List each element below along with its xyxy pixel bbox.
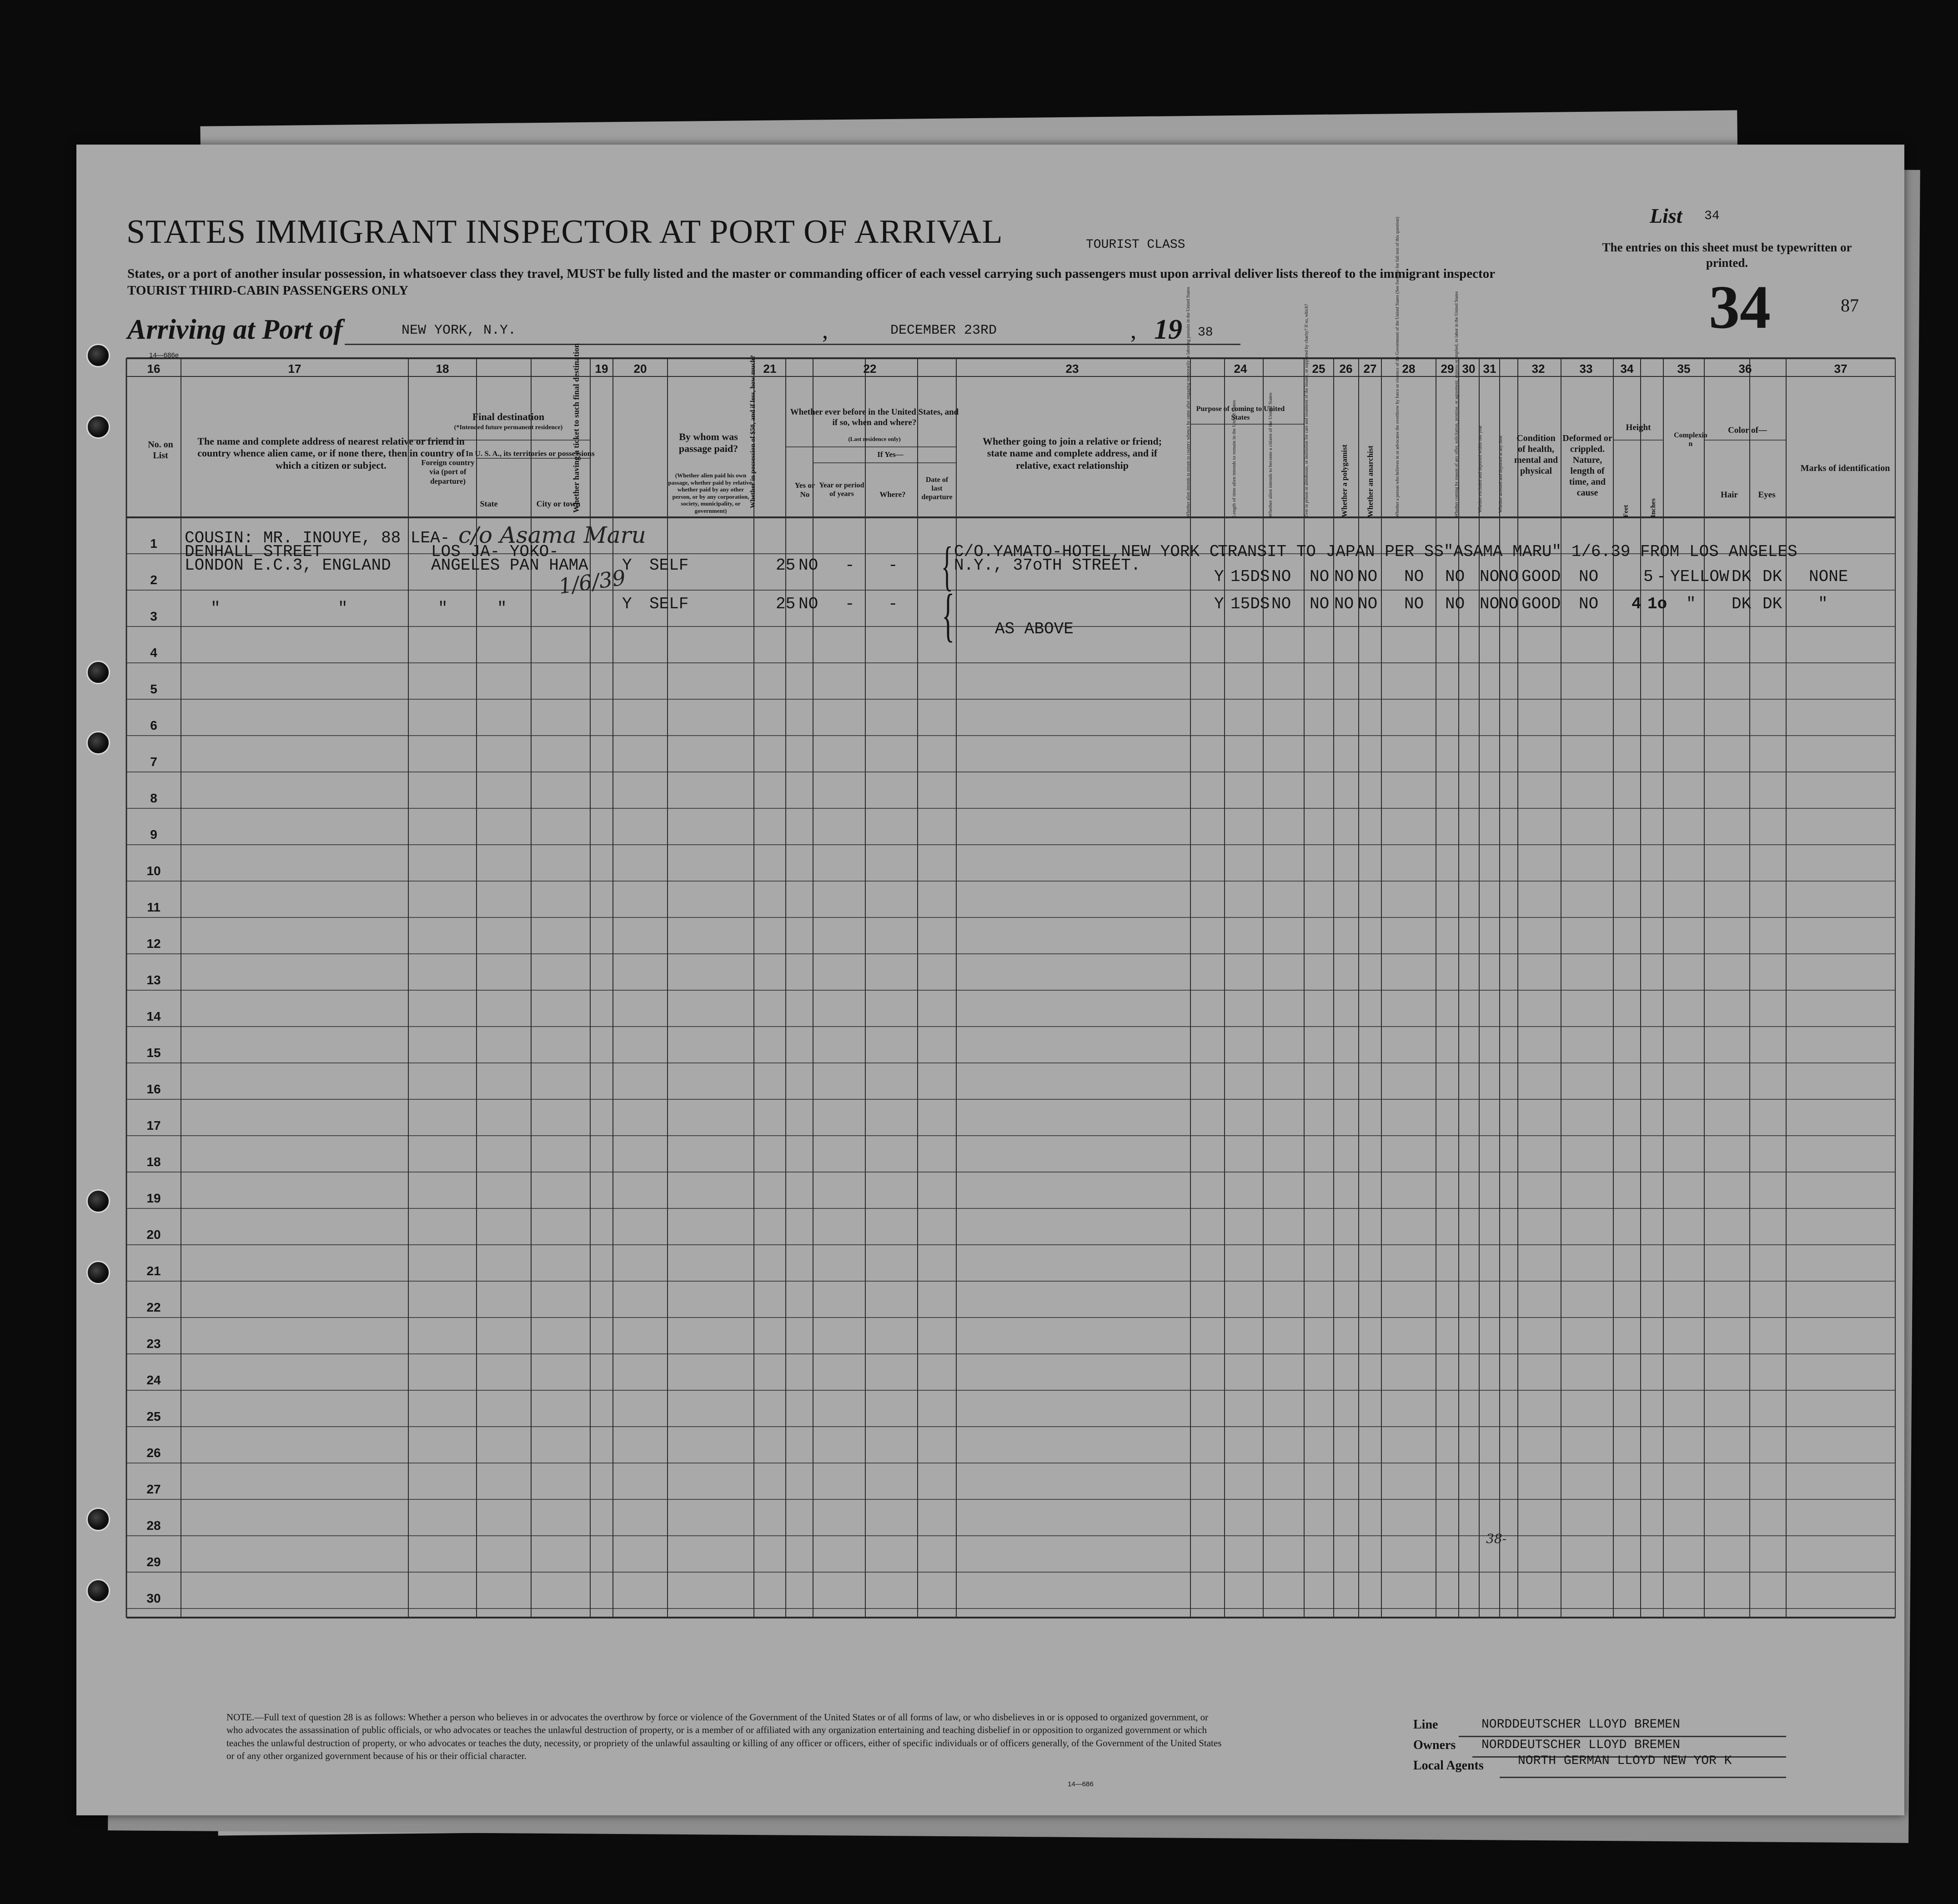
agents-value: NORTH GERMAN LLOYD NEW YOR K: [1518, 1754, 1732, 1768]
row2-eyes: DK: [1762, 595, 1782, 613]
row1-health: GOOD: [1521, 567, 1561, 586]
row1-hair: DK: [1732, 567, 1752, 586]
binder-hole: [86, 1189, 110, 1213]
binder-hole: [86, 731, 110, 755]
row2-c24: Y: [1214, 595, 1224, 613]
row1-relative-line3: LONDON E.C.3, ENGLAND: [185, 556, 391, 575]
header-c30: Whether excluded and deported within one year: [1478, 425, 1483, 513]
row-number: 26: [146, 1446, 161, 1460]
row1-join-line1: C/O.YAMATO-HOTEL,NEW YORK C.: [954, 542, 1229, 561]
row2-relative-ditto-1: ": [211, 599, 221, 618]
row-number: 11: [147, 900, 161, 914]
list-number: 34: [1704, 209, 1720, 223]
header-c36-title: Color of—: [1728, 426, 1767, 435]
header-c28: Whether a person who believes in or advocates the overthrow by force or violence of the Government of the United States (See footnote for full text of this question): [1395, 217, 1400, 517]
column-number-37: 37: [1834, 362, 1848, 376]
column-number-36: 36: [1738, 362, 1752, 376]
row1-c31: NO: [1499, 567, 1519, 586]
header-c20-sub: (Whether alien paid his own passage, whether paid by relative, whether paid by any other person, or by any corporation, society, municipality, or government): [668, 472, 753, 514]
header-c22-ifyes: If Yes—: [877, 450, 904, 459]
row2-c31: NO: [1499, 595, 1519, 613]
row-number: 21: [146, 1264, 161, 1278]
row1-where-dash: -: [888, 556, 898, 575]
header-c25: Ever in prison or almshouse, or institution for care and treatment of the insane, or supported by charity? If so, which?: [1304, 304, 1309, 517]
owners-value: NORDDEUTSCHER LLOYD BREMEN: [1481, 1738, 1680, 1752]
row1-c26: NO: [1334, 567, 1354, 586]
row-number: 12: [146, 937, 161, 951]
instruction-line: States, or a port of another insular possession, in whatsoever class they travel, MUST be fully listed and the master or commanding officer of each vessel carrying such passengers must upon arrival deliver lists thereof to the immigrant inspector: [127, 266, 1496, 281]
row1-handwritten-date: 1/6/39: [557, 565, 628, 599]
row2-c25: NO: [1310, 595, 1330, 613]
row1-citizen: NO: [1271, 567, 1291, 586]
row2-where-dash: -: [888, 595, 898, 613]
passenger-class: TOURIST THIRD-CABIN PASSENGERS ONLY: [127, 283, 409, 298]
row-number: 24: [146, 1373, 161, 1387]
row1-money: 25: [776, 556, 796, 575]
header-c18-sub: (*Intended future permanent residence): [454, 424, 563, 431]
manifest-sheet: [76, 145, 1904, 1815]
header-c36-eyes: Eyes: [1758, 490, 1776, 500]
row-number: 10: [146, 864, 161, 878]
column-number-22: 22: [863, 362, 877, 376]
header-c17: The name and complete address of nearest relative or friend in country whence alien came, or if none there, then in country of which a citizen or subject.: [197, 436, 465, 471]
column-number-34: 34: [1620, 362, 1634, 376]
column-number-32: 32: [1531, 362, 1545, 376]
header-c24-c: Whether alien intends to become a citizen of the United States: [1268, 392, 1273, 517]
row-number: 19: [146, 1191, 161, 1205]
row-number: 1: [150, 536, 157, 551]
class-stamp: TOURIST CLASS: [1086, 238, 1185, 252]
owners-label: Owners: [1413, 1738, 1456, 1752]
column-number-24: 24: [1234, 362, 1247, 376]
row2-join: AS ABOVE: [995, 620, 1074, 638]
row1-deformed: NO: [1579, 567, 1599, 586]
row2-paid-by: SELF: [649, 595, 689, 613]
header-c16: No. on List: [148, 440, 173, 461]
binder-hole: [86, 344, 110, 367]
row2-length-of-stay: 15DS: [1230, 595, 1270, 613]
row2-c27: NO: [1358, 595, 1378, 613]
header-c21: Whether in possession of $50, and if less, how much?: [749, 355, 757, 508]
header-c18-state: State: [480, 499, 498, 508]
binder-hole: [86, 1508, 110, 1531]
column-number-27: 27: [1363, 362, 1377, 376]
column-number-20: 20: [633, 362, 647, 376]
header-c19: Whether having a ticket to such final destination: [572, 343, 581, 513]
row2-citizen: NO: [1271, 595, 1291, 613]
row-number: 3: [150, 609, 157, 623]
row2-c30: NO: [1480, 595, 1500, 613]
header-c36-hair: Hair: [1721, 490, 1738, 500]
row-number: 6: [150, 718, 157, 732]
header-c34-title: Height: [1626, 423, 1651, 432]
header-c32: Condition of health, mental and physical: [1514, 433, 1558, 476]
column-number-16: 16: [147, 362, 161, 376]
row2-inches: 1o: [1647, 595, 1667, 613]
header-c35: Complexion: [1674, 431, 1707, 448]
row2-c29: NO: [1445, 595, 1465, 613]
year-prefix: 19: [1154, 314, 1182, 345]
row1-c27: NO: [1358, 567, 1378, 586]
column-number-21: 21: [763, 362, 777, 376]
row1-before-in-us: NO: [798, 556, 818, 575]
column-number-33: 33: [1579, 362, 1593, 376]
transit-note: TRANSIT TO JAPAN PER SS"ASAMA MARU" 1/6.39 FROM LOS ANGELES: [1218, 542, 1797, 561]
page-title: STATES IMMIGRANT INSPECTOR AT PORT OF ARRIVAL: [126, 213, 1003, 251]
row-number: 13: [146, 973, 161, 987]
list-label: List: [1650, 204, 1682, 227]
typewritten-note: The entries on this sheet must be typewritten or printed.: [1602, 241, 1852, 270]
row2-brace: {: [942, 582, 955, 648]
header-c22-date: Date of last departure: [921, 476, 953, 501]
agents-label: Local Agents: [1413, 1759, 1484, 1773]
row2-destination-ditto-2: ": [497, 599, 507, 618]
header-c18-foreign: Foreign country via (port of departure): [421, 458, 475, 486]
row1-destination-line2: ANGELES PAN HAMA: [431, 556, 588, 575]
column-number-31: 31: [1483, 362, 1496, 376]
row1-c29: NO: [1445, 567, 1465, 586]
header-c24-a: Whether alien intends to return to country whence he came after engaging temporarily in laboring pursuits in the United States: [1186, 287, 1191, 517]
header-c31: Whether arrested and deported at any time: [1498, 436, 1503, 513]
row1-marks: NONE: [1809, 567, 1848, 586]
row2-destination-ditto-1: ": [438, 599, 448, 618]
row1-destination-line1: LOS JA- YOKO-: [431, 542, 559, 561]
row-number: 29: [146, 1555, 161, 1569]
row1-c28: NO: [1404, 567, 1424, 586]
column-number-23: 23: [1065, 362, 1079, 376]
row2-c28: NO: [1404, 595, 1424, 613]
row1-c25: NO: [1310, 567, 1330, 586]
stray-mark: 38-: [1486, 1531, 1507, 1546]
row1-relative-line2: DENHALL STREET: [185, 542, 322, 561]
row1-c24: Y: [1214, 567, 1224, 586]
header-c29: Whether coming by reason of any offer, solicitation, promise, or agreement, express or implied, to labor in the United States: [1454, 291, 1459, 517]
header-c26: Whether a polygamist: [1340, 444, 1349, 517]
column-number-17: 17: [288, 362, 301, 376]
row1-feet: 5: [1643, 567, 1653, 586]
header-c18-title: Final destination: [472, 411, 545, 422]
row2-complexion: ": [1686, 595, 1696, 613]
column-number-19: 19: [595, 362, 608, 376]
row1-c30: NO: [1480, 567, 1500, 586]
row1-period-dash: -: [845, 556, 855, 575]
row-number: 5: [150, 682, 157, 696]
header-c20: By whom was passage paid?: [678, 431, 738, 455]
header-c22-sub: (Last residence only): [848, 436, 901, 442]
row2-period-dash: -: [845, 595, 855, 613]
row-number: 16: [146, 1082, 161, 1096]
row-number: 9: [150, 827, 157, 842]
row1-relative-line1: COUSIN: MR. INOUYE, 88 LEA-: [185, 529, 450, 547]
column-number-30: 30: [1462, 362, 1476, 376]
header-c18-usa: In U. S. A., its territories or possessions: [466, 449, 595, 458]
row-number: 28: [146, 1518, 161, 1533]
row1-eyes: DK: [1762, 567, 1782, 586]
header-c23: Whether going to join a relative or friend; state name and complete address, and if relative, exact relationship: [982, 436, 1162, 471]
binder-hole: [86, 1579, 110, 1603]
row2-c26: NO: [1334, 595, 1354, 613]
column-number-35: 35: [1677, 362, 1691, 376]
row-number: 7: [150, 755, 157, 769]
corner-number: 87: [1841, 295, 1859, 316]
column-number-29: 29: [1441, 362, 1454, 376]
row1-inches: -: [1657, 567, 1667, 586]
row1-join-line2: N.Y., 37oTH STREET.: [954, 556, 1141, 575]
form-number-bottom: 14—686: [1068, 1780, 1094, 1788]
header-c34-feet: Feet: [1622, 505, 1630, 517]
row-number: 30: [146, 1591, 161, 1605]
row2-relative-ditto-2: ": [338, 599, 348, 618]
binder-hole: [86, 1261, 110, 1284]
header-c37: Marks of identification: [1800, 463, 1890, 473]
column-number-28: 28: [1402, 362, 1416, 376]
header-c27: Whether an anarchist: [1366, 445, 1375, 517]
row1-paid-by: SELF: [649, 556, 689, 575]
year-line: [1186, 318, 1240, 345]
year-suffix: 38: [1198, 326, 1213, 340]
column-number-18: 18: [436, 362, 449, 376]
column-number-26: 26: [1339, 362, 1353, 376]
comma-separator: ,: [822, 318, 828, 344]
row-number: 25: [146, 1409, 161, 1423]
row-number: 27: [146, 1482, 161, 1496]
sheet-number: 34: [1709, 273, 1771, 341]
row2-marks: ": [1818, 595, 1828, 613]
row-number: 8: [150, 791, 157, 805]
row-number: 23: [146, 1337, 161, 1351]
binder-hole: [86, 415, 110, 439]
line-label: Line: [1413, 1718, 1438, 1732]
header-c22-yesno: Yes or No: [794, 481, 815, 499]
header-c24-title: Purpose of coming to United States: [1196, 405, 1285, 422]
header-c22-years: Year or period of years: [819, 481, 864, 498]
date-value: DECEMBER 23RD: [890, 323, 997, 338]
row2-money: 25: [776, 595, 796, 613]
row2-feet: 4: [1632, 595, 1642, 613]
row-number: 20: [146, 1228, 161, 1242]
row1-complexion: YELLOW: [1670, 567, 1729, 586]
row2-deformed: NO: [1579, 595, 1599, 613]
header-c22-where: Where?: [879, 490, 906, 499]
port-value: NEW YORK, N.Y.: [402, 323, 517, 338]
row-number: 22: [146, 1300, 161, 1314]
row-number: 2: [150, 573, 157, 587]
row2-hair: DK: [1732, 595, 1752, 613]
header-c18-city: City or town: [536, 499, 581, 508]
row-number: 14: [146, 1009, 161, 1023]
row-number: 17: [146, 1118, 161, 1132]
footnote-question-28: NOTE.—Full text of question 28 is as follows: Whether a person who believes in or advocates the overthrow by force or violence of the Government of the United States or of all forms of law, or who disbelieves in or is opposed to organized government, or who advocates the assassination of public officials, or who advocates or teaches the unlawful destruction of property, or is a member of or affiliated with any organization entertaining and teaching disbelief in or opposition to organized government or which teaches the unlawful destruction of property, or who advocates or teaches the duty, necessity, or propriety of the unlawful assaulting or killing of any officer or officers, either of specific individuals or of officers generally, of the Government of the United States or of any other organized government because of his or their official character.: [226, 1712, 1222, 1762]
row1-brace: {: [941, 536, 953, 596]
row2-ticket: Y: [622, 595, 632, 613]
comma-separator-2: ,: [1130, 318, 1136, 344]
row-number: 15: [146, 1046, 161, 1060]
row1-length-of-stay: 15DS: [1230, 567, 1270, 586]
header-c24-b: Length of time alien intends to remain in the United States: [1231, 400, 1237, 517]
header-c22-title: Whether ever before in the United States, and if so, when and where?: [790, 407, 959, 427]
row2-before-in-us: NO: [798, 595, 818, 613]
row2-health: GOOD: [1521, 595, 1561, 613]
form-number-top: 14—686e: [149, 351, 179, 359]
table-grid: [76, 145, 1904, 1815]
header-c34-inches: Inches: [1650, 498, 1657, 517]
row-number: 4: [150, 646, 157, 660]
binder-hole: [86, 661, 110, 684]
row1-handwritten-ship: c/o Asama Maru: [458, 522, 646, 548]
arriving-label: Arriving at Port of: [127, 314, 343, 345]
header-c33: Deformed or crippled. Nature, length of time, and cause: [1562, 433, 1612, 498]
row-number: 18: [146, 1155, 161, 1169]
line-value: NORDDEUTSCHER LLOYD BREMEN: [1481, 1718, 1680, 1732]
column-number-25: 25: [1312, 362, 1325, 376]
row1-ticket: Y: [622, 556, 632, 575]
